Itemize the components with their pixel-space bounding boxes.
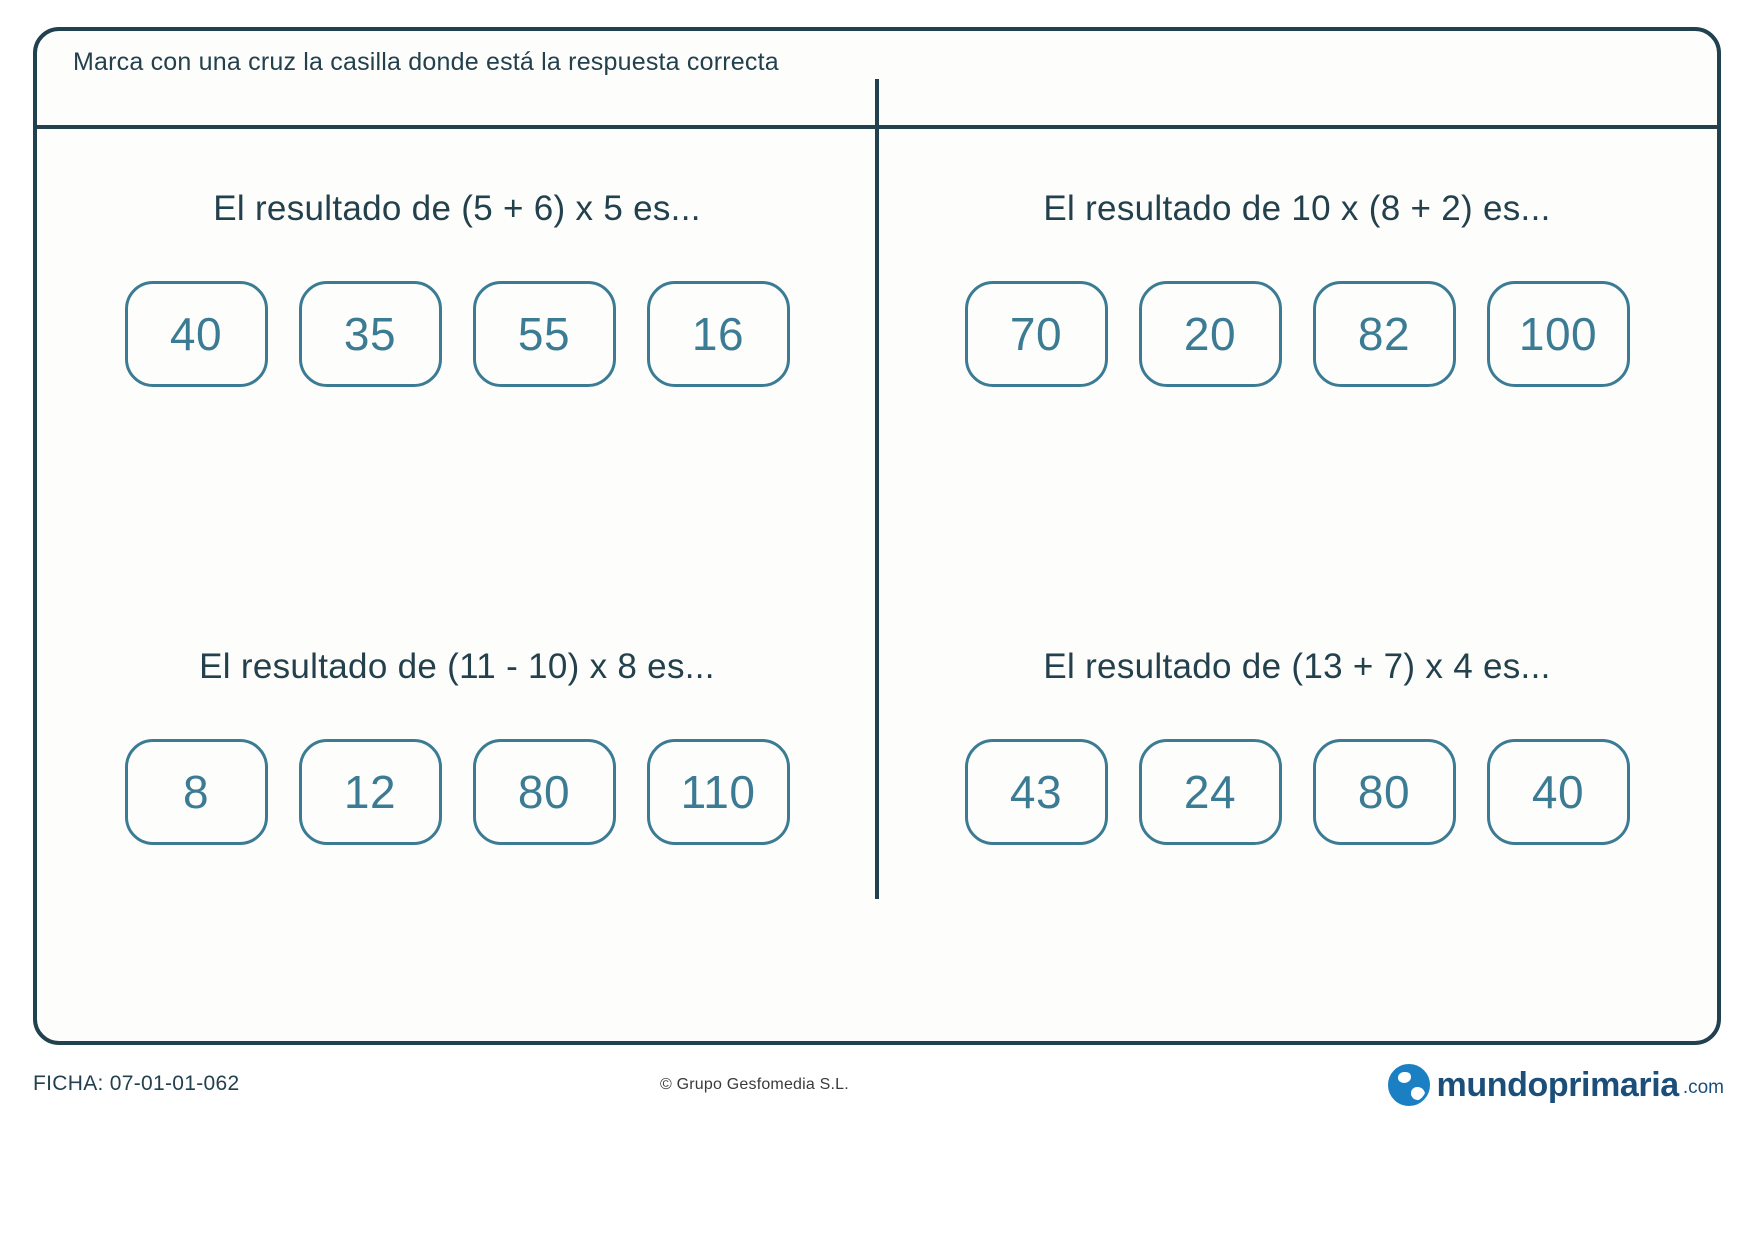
options-row-4: [965, 739, 1630, 845]
option-label-1-3: 55: [517, 308, 571, 360]
option-box-1-2[interactable]: [299, 281, 442, 387]
option-box-3-4[interactable]: [647, 739, 790, 845]
option-label-1-1: 40: [169, 308, 223, 360]
option-label-3-3: 80: [517, 766, 571, 818]
options-row-2: [965, 281, 1630, 387]
option-label-3-2: 12: [343, 766, 397, 818]
question-text-2: El resultado de 10 x (8 + 2) es...: [1043, 189, 1551, 228]
question-text-3: El resultado de (11 - 10) x 8 es...: [199, 647, 715, 686]
option-box-2-4[interactable]: [1487, 281, 1630, 387]
option-box-3-3[interactable]: [473, 739, 616, 845]
option-label-4-1: 43: [1009, 766, 1063, 818]
globe-icon: [1388, 1064, 1430, 1106]
options-row-3: [125, 739, 790, 845]
option-label-3-1: 8: [182, 766, 210, 818]
exercise-3: [37, 587, 877, 1045]
copyright-text: © Grupo Gesfomedia S.L.: [660, 1076, 849, 1093]
option-box-2-2[interactable]: [1139, 281, 1282, 387]
option-label-2-4: 100: [1518, 308, 1598, 360]
question-text-4: El resultado de (13 + 7) x 4 es...: [1043, 647, 1551, 686]
option-label-4-4: 40: [1531, 766, 1585, 818]
option-label-4-2: 24: [1183, 766, 1237, 818]
option-box-2-1[interactable]: [965, 281, 1108, 387]
option-label-2-2: 20: [1183, 308, 1237, 360]
option-label-4-3: 80: [1357, 766, 1411, 818]
worksheet-card: [33, 27, 1721, 1045]
option-label-1-2: 35: [343, 308, 397, 360]
options-row-1: [125, 281, 790, 387]
instruction-text: Marca con una cruz la casilla donde está la respuesta correcta: [73, 48, 779, 76]
option-label-1-4: 16: [691, 308, 745, 360]
option-label-2-1: 70: [1009, 308, 1063, 360]
brand-tld: .com: [1682, 1077, 1724, 1098]
ficha-code: FICHA: 07-01-01-062: [33, 1072, 240, 1095]
brand-logo[interactable]: [1388, 1064, 1724, 1106]
option-label-2-3: 82: [1357, 308, 1411, 360]
question-text-1: El resultado de (5 + 6) x 5 es...: [213, 189, 701, 228]
option-box-4-4[interactable]: [1487, 739, 1630, 845]
option-box-4-3[interactable]: [1313, 739, 1456, 845]
exercise-2: [877, 129, 1717, 587]
exercise-4: [877, 587, 1717, 1045]
option-box-3-2[interactable]: [299, 739, 442, 845]
option-box-1-1[interactable]: [125, 281, 268, 387]
option-box-3-1[interactable]: [125, 739, 268, 845]
exercises-grid: [37, 129, 1717, 1045]
option-label-3-4: 110: [680, 766, 756, 818]
brand-name: mundoprimaria: [1436, 1065, 1679, 1104]
page-footer: [0, 1058, 1754, 1128]
exercise-1: [37, 129, 877, 587]
option-box-2-3[interactable]: [1313, 281, 1456, 387]
option-box-4-1[interactable]: [965, 739, 1108, 845]
option-box-1-3[interactable]: [473, 281, 616, 387]
option-box-4-2[interactable]: [1139, 739, 1282, 845]
option-box-1-4[interactable]: [647, 281, 790, 387]
